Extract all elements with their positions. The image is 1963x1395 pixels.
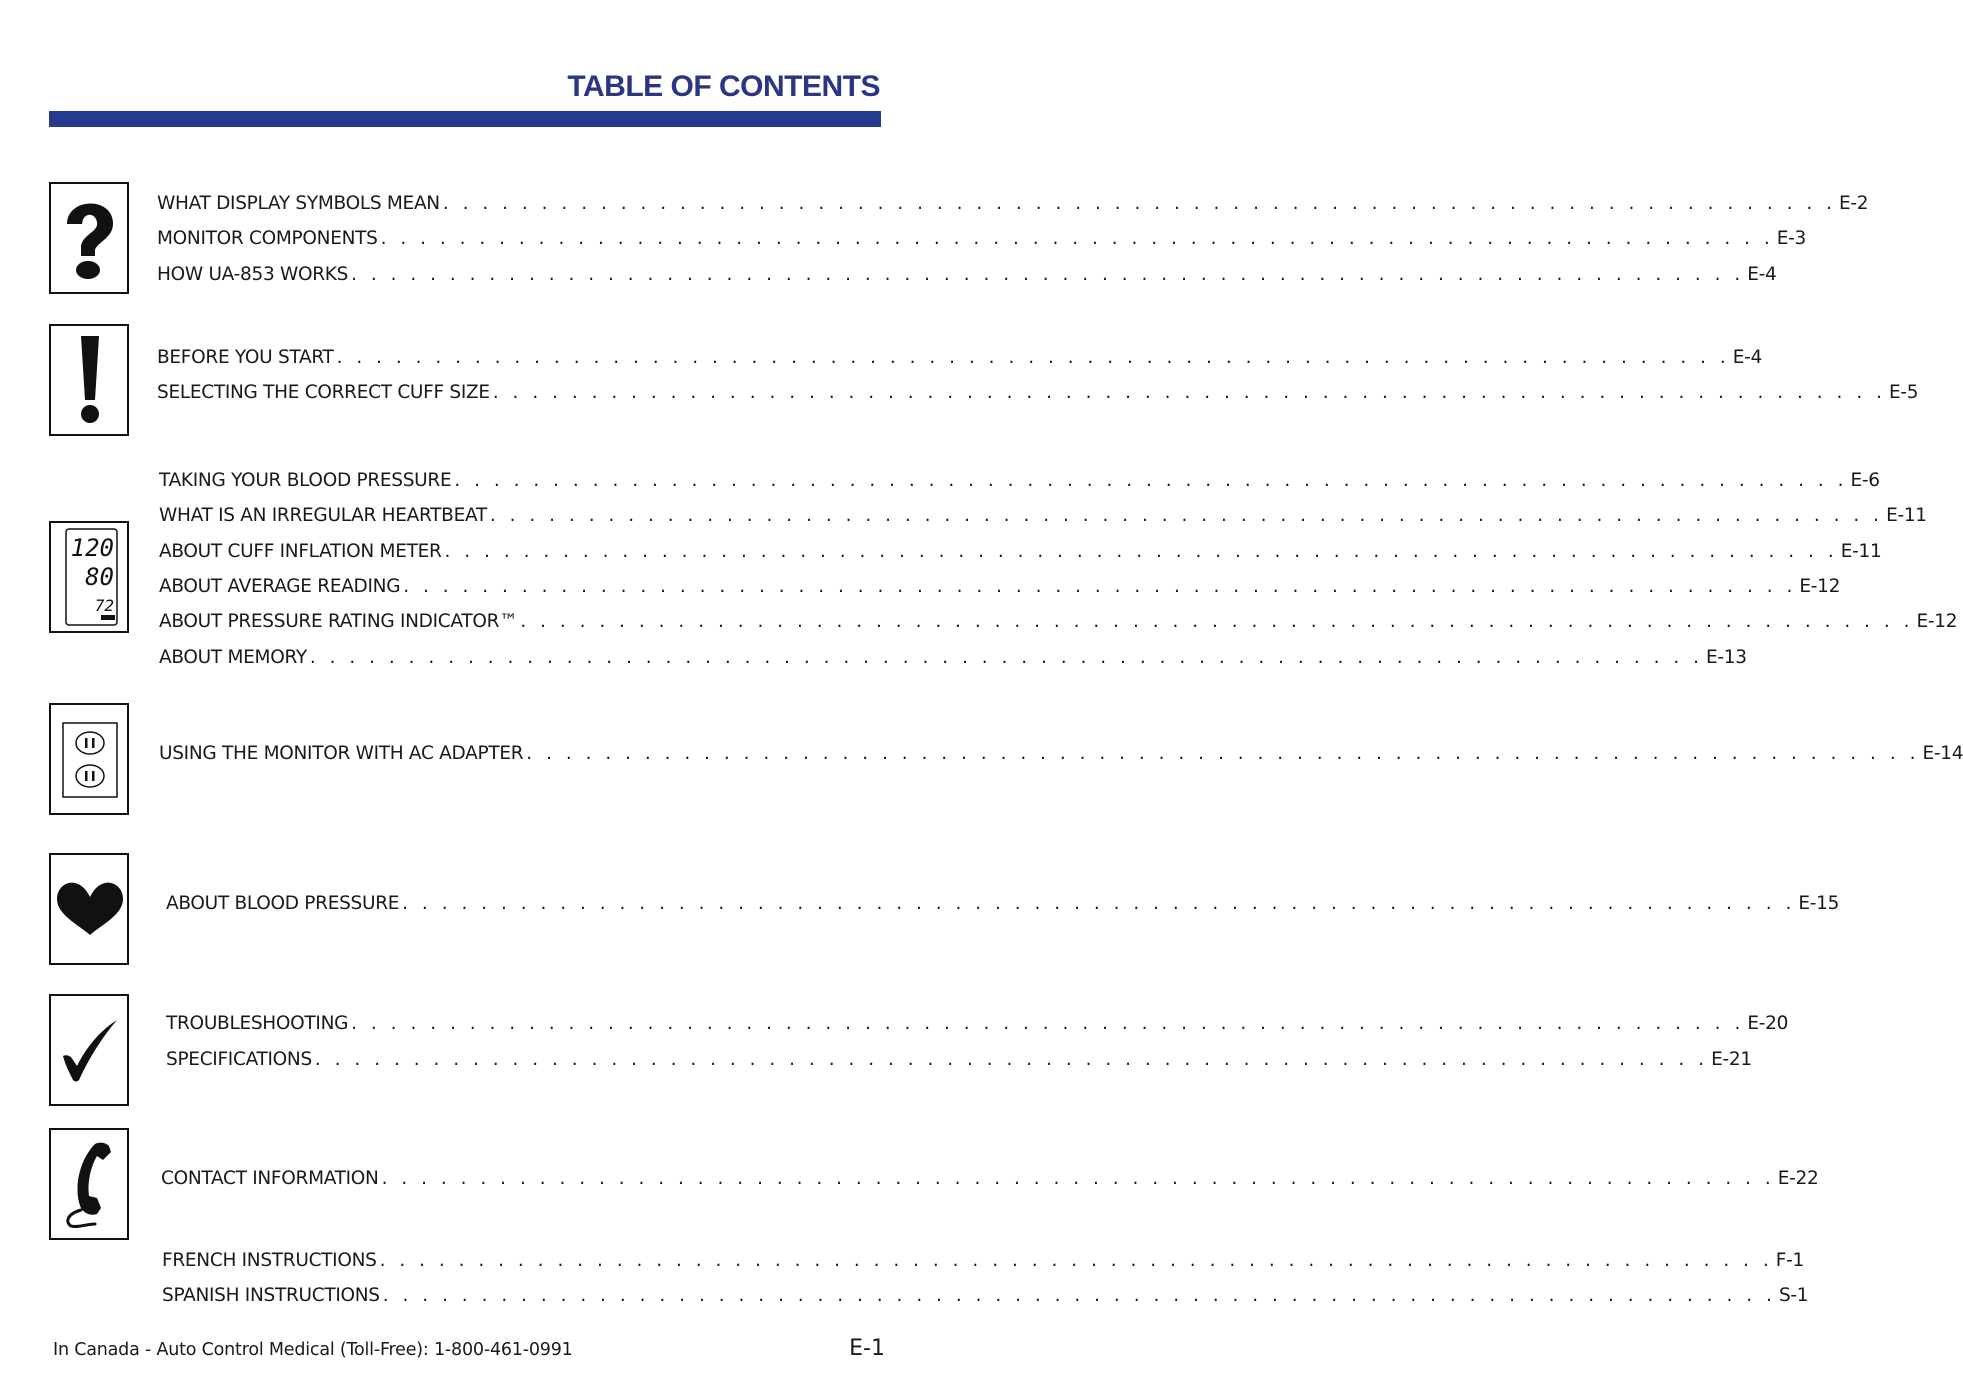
toc-entry-label: SPECIFICATIONS xyxy=(166,1049,312,1070)
toc-entry[interactable] xyxy=(159,503,1927,529)
toc-entry[interactable] xyxy=(159,645,1747,671)
toc-entry[interactable] xyxy=(166,1011,1789,1037)
exclamation-mark-icon xyxy=(49,324,129,436)
toc-entry-page: F-1 xyxy=(1775,1250,1804,1271)
toc-entry-page: E-21 xyxy=(1711,1049,1752,1070)
toc-entry[interactable] xyxy=(162,1283,1809,1309)
check-mark-icon xyxy=(49,994,129,1106)
telephone-icon xyxy=(49,1128,129,1240)
dot-leader: . . . . . . . . . . . . . . . . . . . . . . . . . . . . . . . . . . . . . . . . . . . . . . . . . . . . . . . . . . . . . . . . . . . . . . . xyxy=(382,1285,1776,1306)
toc-entry-page: E-11 xyxy=(1840,541,1882,562)
page-title: TABLE OF CONTENTS xyxy=(567,70,880,103)
toc-entry-label: SELECTING THE CORRECT CUFF SIZE xyxy=(157,382,490,403)
toc-entry[interactable] xyxy=(162,1248,1804,1274)
toc-entry-page: E-4 xyxy=(1732,347,1762,368)
toc-entry-page: E-2 xyxy=(1839,193,1869,214)
toc-entry[interactable] xyxy=(166,1047,1752,1073)
dot-leader: . . . . . . . . . . . . . . . . . . . . . . . . . . . . . . . . . . . . . . . . . . . . . . . . . . . . . . . . . . . . . . . . . . . . . . . xyxy=(381,1168,1775,1189)
toc-entry-page: E-15 xyxy=(1798,893,1840,914)
toc-entry[interactable] xyxy=(157,262,1777,288)
toc-entry-label: ABOUT BLOOD PRESSURE xyxy=(166,893,400,914)
toc-entry-label: USING THE MONITOR WITH AC ADAPTER xyxy=(159,743,524,764)
toc-entry-label: CONTACT INFORMATION xyxy=(161,1168,379,1189)
dot-leader: . . . . . . . . . . . . . . . . . . . . . . . . . . . . . . . . . . . . . . . . . . . . . . . . . . . . . . . . . . . . . . . . . . . . . . . xyxy=(526,743,1920,764)
toc-entry-page: E-22 xyxy=(1777,1168,1819,1189)
dot-leader: . . . . . . . . . . . . . . . . . . . . . . . . . . . . . . . . . . . . . . . . . . . . . . . . . . . . . . . . . . . . . . . . . . . . . . . xyxy=(520,611,1914,632)
toc-entry-page: E-4 xyxy=(1747,264,1777,285)
heart-icon xyxy=(49,853,129,965)
toc-entry-label: ABOUT AVERAGE READING xyxy=(159,576,401,597)
toc-entry-label: ABOUT PRESSURE RATING INDICATOR™ xyxy=(159,611,518,632)
toc-entry-label: HOW UA-853 WORKS xyxy=(157,264,349,285)
blood-pressure-display-icon xyxy=(49,521,129,633)
toc-entry-page: E-12 xyxy=(1799,576,1841,597)
toc-entry[interactable] xyxy=(159,539,1882,565)
toc-entry[interactable] xyxy=(157,226,1807,252)
toc-entry-page: E-13 xyxy=(1706,647,1747,668)
toc-entry-label: MONITOR COMPONENTS xyxy=(157,228,378,249)
footer-contact: In Canada - Auto Control Medical (Toll-Free): 1-800-461-0991 xyxy=(53,1340,573,1360)
toc-entry-page: E-3 xyxy=(1776,228,1807,249)
power-outlet-icon xyxy=(49,703,129,815)
dot-leader: . . . . . . . . . . . . . . . . . . . . . . . . . . . . . . . . . . . . . . . . . . . . . . . . . . . . . . . . . . . . . . . . . . . . . . . xyxy=(351,264,1745,285)
dot-leader: . . . . . . . . . . . . . . . . . . . . . . . . . . . . . . . . . . . . . . . . . . . . . . . . . . . . . . . . . . . . . . . . . . . . . . . xyxy=(442,193,1837,214)
toc-entry-page: E-6 xyxy=(1850,470,1880,491)
toc-entry-page: E-12 xyxy=(1916,611,1958,632)
toc-entry[interactable] xyxy=(159,574,1841,600)
toc-entry[interactable] xyxy=(166,891,1840,917)
toc-entry-label: SPANISH INSTRUCTIONS xyxy=(162,1285,380,1306)
dot-leader: . . . . . . . . . . . . . . . . . . . . . . . . . . . . . . . . . . . . . . . . . . . . . . . . . . . . . . . . . . . . . . . . . . . . . . . xyxy=(351,1013,1745,1034)
toc-entry-label: ABOUT CUFF INFLATION METER xyxy=(159,541,442,562)
toc-entry[interactable] xyxy=(161,1166,1819,1192)
toc-entry[interactable] xyxy=(159,609,1958,635)
display-diastolic: 80 xyxy=(85,563,114,591)
display-pulse: 72 xyxy=(94,596,114,615)
toc-entry-label: FRENCH INSTRUCTIONS xyxy=(162,1250,377,1271)
toc-entry-label: TAKING YOUR BLOOD PRESSURE xyxy=(159,470,452,491)
question-mark-icon xyxy=(49,182,129,294)
toc-entry[interactable] xyxy=(157,191,1869,217)
dot-leader: . . . . . . . . . . . . . . . . . . . . . . . . . . . . . . . . . . . . . . . . . . . . . . . . . . . . . . . . . . . . . . . . . . . . . . . xyxy=(492,382,1886,403)
dot-leader: . . . . . . . . . . . . . . . . . . . . . . . . . . . . . . . . . . . . . . . . . . . . . . . . . . . . . . . . . . . . . . . . . . . . . . . xyxy=(454,470,1848,491)
dot-leader: . . . . . . . . . . . . . . . . . . . . . . . . . . . . . . . . . . . . . . . . . . . . . . . . . . . . . . . . . . . . . . . . . . . . . . . xyxy=(309,647,1704,668)
toc-entry-label: BEFORE YOU START xyxy=(157,347,334,368)
dot-leader: . . . . . . . . . . . . . . . . . . . . . . . . . . . . . . . . . . . . . . . . . . . . . . . . . . . . . . . . . . . . . . . . . . . . . . . xyxy=(444,541,1838,562)
toc-entry-page: E-5 xyxy=(1888,382,1919,403)
toc-entry-label: ABOUT MEMORY xyxy=(159,647,307,668)
page-number: E-1 xyxy=(849,1336,885,1361)
dot-leader: . . . . . . . . . . . . . . . . . . . . . . . . . . . . . . . . . . . . . . . . . . . . . . . . . . . . . . . . . . . . . . . . . . . . . . . xyxy=(379,1250,1773,1271)
dot-leader: . . . . . . . . . . . . . . . . . . . . . . . . . . . . . . . . . . . . . . . . . . . . . . . . . . . . . . . . . . . . . . . . . . . . . . . xyxy=(336,347,1730,368)
toc-entry[interactable] xyxy=(159,468,1880,494)
title-underline-bar xyxy=(49,111,881,127)
dot-leader: . . . . . . . . . . . . . . . . . . . . . . . . . . . . . . . . . . . . . . . . . . . . . . . . . . . . . . . . . . . . . . . . . . . . . . . xyxy=(489,505,1884,526)
display-systolic: 120 xyxy=(70,534,114,562)
toc-entry-page: E-11 xyxy=(1886,505,1927,526)
toc-entry[interactable] xyxy=(157,380,1919,406)
toc-entry-label: WHAT DISPLAY SYMBOLS MEAN xyxy=(157,193,440,214)
dot-leader: . . . . . . . . . . . . . . . . . . . . . . . . . . . . . . . . . . . . . . . . . . . . . . . . . . . . . . . . . . . . . . . . . . . . . . . xyxy=(380,228,1774,249)
toc-entry-page: E-20 xyxy=(1747,1013,1789,1034)
dot-leader: . . . . . . . . . . . . . . . . . . . . . . . . . . . . . . . . . . . . . . . . . . . . . . . . . . . . . . . . . . . . . . . . . . . . . . . xyxy=(403,576,1797,597)
dot-leader: . . . . . . . . . . . . . . . . . . . . . . . . . . . . . . . . . . . . . . . . . . . . . . . . . . . . . . . . . . . . . . . . . . . . . . . xyxy=(314,1049,1709,1070)
toc-entry-label: WHAT IS AN IRREGULAR HEARTBEAT xyxy=(159,505,487,526)
toc-entry-label: TROUBLESHOOTING xyxy=(166,1013,349,1034)
toc-entry[interactable] xyxy=(159,741,1963,767)
toc-entry[interactable] xyxy=(157,345,1762,371)
toc-entry-page: S-1 xyxy=(1778,1285,1809,1306)
toc-entry-page: E-14 xyxy=(1922,743,1963,764)
dot-leader: . . . . . . . . . . . . . . . . . . . . . . . . . . . . . . . . . . . . . . . . . . . . . . . . . . . . . . . . . . . . . . . . . . . . . . . xyxy=(402,893,1796,914)
